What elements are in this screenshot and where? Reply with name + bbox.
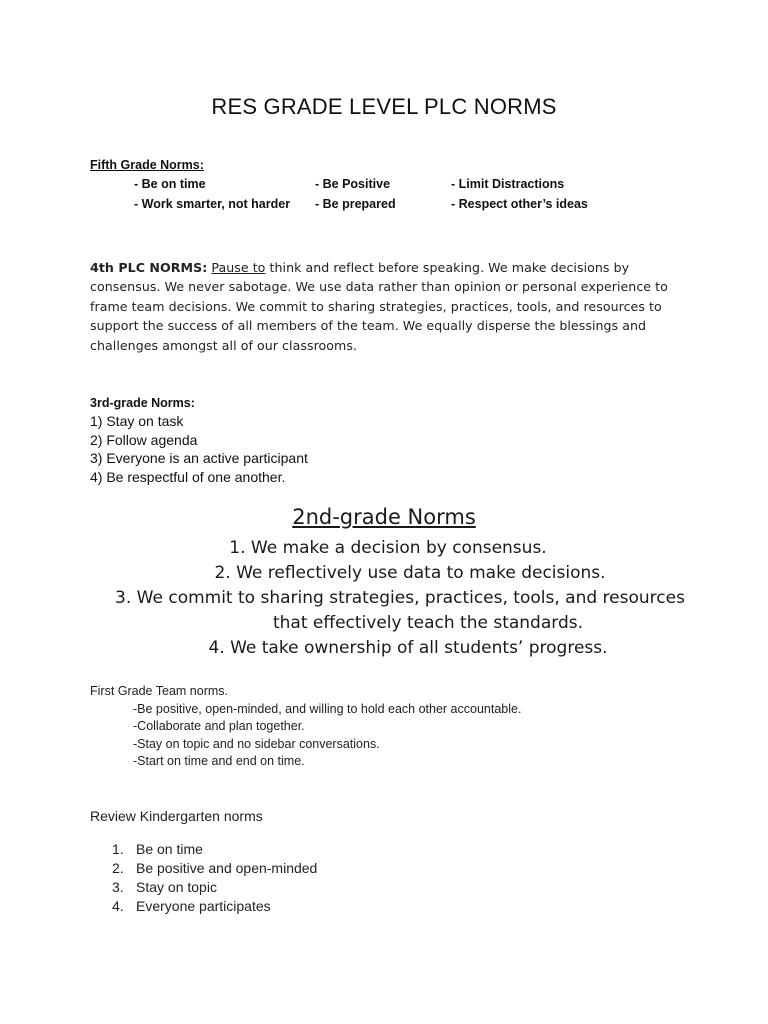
fifth-norm-be-positive: - Be Positive [315,177,391,191]
first-grade-heading: First Grade Team norms. [90,684,229,698]
kindergarten-heading: Review Kindergarten norms [90,808,263,824]
list-item [112,859,317,878]
third-grade-heading: 3rd-grade Norms: [90,396,195,410]
fifth-grade-heading: Fifth Grade Norms: [90,158,204,172]
list-item [112,840,317,859]
list-text: Be on time [136,841,203,857]
list-number: 3. [112,879,124,895]
list-text: Be positive and open-minded [136,860,318,876]
second-grade-heading: 2nd-grade Norms [292,505,476,529]
list-item: -Stay on topic and no sidebar conversations. [133,736,380,751]
second-grade-line-3: 3. We commit to sharing strategies, practices, tools, and resources [115,588,685,608]
fourth-plc-underlined: Pause to [211,260,266,275]
list-number: 4. [112,898,124,914]
page-title: RES GRADE LEVEL PLC NORMS [211,94,557,119]
fourth-plc-text: think and reflect before speaking. We make decisions by consensus. We never sabotage. We use data rather than opinion or personal experience to frame team decisions. We commit to sharing strategies, practices, tools, and resources to support the success of all members of the team. We equally disperse the blessings and challenges amongst all of our classrooms. [90,260,668,353]
fifth-norm-respect-ideas: - Respect other’s ideas [451,197,588,211]
list-item: 1) Stay on task [90,413,184,429]
list-item: -Collaborate and plan together. [133,719,305,733]
fifth-norm-work-smarter: - Work smarter, not harder [134,197,291,211]
list-number: 2. [112,860,124,876]
second-grade-line-2: 2. We reflectively use data to make decisions. [214,563,606,583]
list-text: Everyone participates [136,898,271,914]
list-item: 3) Everyone is an active participant [90,450,308,466]
kindergarten-list [112,840,317,916]
list-item: -Be positive, open-minded, and willing to hold each other accountable. [133,701,522,716]
fourth-plc-norms-paragraph [90,258,680,355]
list-item [112,878,317,897]
first-grade-section [90,683,521,771]
list-item: -Start on time and end on time. [133,754,305,768]
third-grade-section [90,394,308,486]
second-grade-line-3-continued: that effectively teach the standards. [272,613,584,633]
list-item [112,897,317,916]
list-text: Stay on topic [136,879,217,895]
second-grade-line-4: 4. We take ownership of all students’ progress. [208,638,608,658]
fifth-norm-be-on-time: - Be on time [134,177,206,191]
fourth-plc-label: 4th PLC NORMS: [90,260,208,275]
second-grade-line-1: 1. We make a decision by consensus. [229,538,547,558]
list-number: 1. [112,841,124,857]
fifth-norm-be-prepared: - Be prepared [315,197,396,211]
list-item: 2) Follow agenda [90,431,198,448]
list-item: 4) Be respectful of one another. [90,468,286,485]
fifth-norm-limit-distractions: - Limit Distractions [451,177,565,191]
